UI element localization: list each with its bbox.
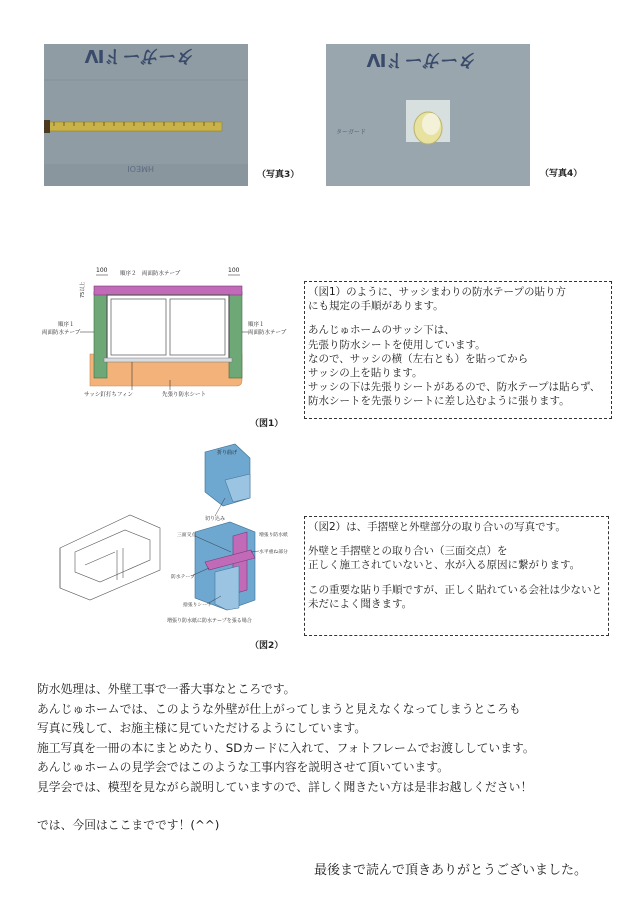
figure-1-dim-left: 100 (96, 267, 108, 274)
paragraph-line: あんじゅホームでは、このような外壁が仕上がってしまうと見えなくなってしまうところも (37, 701, 521, 716)
box-1-line: サッシの下は先張りシートがあるので、防水テープは貼らず、 (308, 381, 601, 394)
figure-1-label-sheet: 先張り防水シート (162, 392, 207, 398)
box-2-line: （図2）は、手摺壁と外壁部分の取り合いの写真です。 (308, 521, 566, 533)
photo-3-image (44, 44, 248, 186)
figure-2-label-horizontal: 水平重ね部分 (259, 550, 288, 555)
paragraph-line: では、今回はここまでです！(^^) (37, 818, 220, 832)
box-1-line: にも規定の手順があります。 (308, 300, 444, 313)
figure-2-diagram (55, 440, 305, 635)
paragraph-line: 写真に残して、お施主様に見ていただけるようにしています。 (37, 721, 367, 735)
explanation-box-2 (304, 516, 609, 636)
box-1-line: あんじゅホームのサッシ下は、 (308, 324, 455, 337)
figure-2-caption: （図2） (250, 641, 284, 651)
figure-2-label-cut: 切り込み (205, 516, 226, 522)
photo-4-image (326, 44, 530, 186)
figure-1-label-left-2: 両面防水テープ (42, 330, 81, 336)
main-paragraph (37, 680, 617, 836)
figure-1-dim-side: 75以上 (80, 281, 86, 298)
figure-2-label-sheet-end: 増張り防水紙 (259, 533, 288, 538)
figure-1-dim-right: 100 (228, 267, 240, 274)
figure-1-label-fin: サッシ釘打ちフィン (84, 392, 133, 398)
box-2-line: 外壁と手摺壁との取り合い（三面交点）を (308, 545, 508, 558)
figure-1-label-top: 順序２ 両面防水テープ (120, 271, 181, 277)
photo-4-caption: （写真4） (540, 169, 583, 179)
paragraph-line: 見学会では、模型を見ながら説明していますので、詳しく聞きたい方は是非お越しください！ (37, 779, 533, 794)
side-tape-right (229, 292, 242, 378)
figure-2-label-bottom: 増張り防水紙に防水テープを張る場合 (167, 618, 252, 624)
photo-3-brand-text: HMEOI (127, 164, 154, 173)
photo-3-tape-text: ターガードⅣ (84, 45, 194, 66)
box-1-line: サッシの上を貼ります。 (308, 367, 423, 380)
paragraph-line: 防水処理は、外壁工事で一番大事なところです。 (37, 682, 296, 696)
top-tape (94, 286, 242, 295)
photo-3 (44, 44, 248, 186)
tape-measure-icon (44, 122, 222, 131)
box-1-line: 先張り防水シートを使用しています。 (308, 338, 486, 351)
figure-2-label-fold: 折り曲げ (217, 450, 238, 456)
photo-4-tape-text: ターガードⅣ (366, 49, 476, 70)
figure-1-label-right-2: 両面防水テープ (248, 330, 287, 336)
figure-2-label-tape: 防水テープ (171, 575, 195, 580)
box-1-line: なので、サッシの横（左右とも）を貼ってから (308, 352, 529, 365)
photo-3-caption: （写真3） (257, 170, 300, 180)
figure-1-label-right-1: 順序１ (248, 322, 265, 328)
figure-1-label-left-1: 順序１ (58, 322, 75, 328)
balcony-sketch (60, 515, 160, 600)
box-1-line: 防水シートを先張りシートに差し込むように張ります。 (308, 395, 570, 408)
figure-1-diagram (40, 262, 300, 412)
explanation-box-1 (304, 281, 612, 419)
box-2-line: 未だによく聞きます。 (308, 597, 413, 610)
photo-4-small-text: ターガード (336, 129, 366, 136)
paragraph-line: 施工写真を一冊の本にまとめたり、SDカードに入れて、フォトフレームでお渡ししています。 (37, 740, 535, 755)
figure-2-label-triple: 三面交点 (177, 533, 197, 538)
side-tape-left (94, 292, 107, 378)
photo-4 (326, 44, 530, 186)
box-2-line: 正しく施工されていないと、水が入る原因に繋がります。 (308, 559, 581, 572)
closing-message: 最後まで読んで頂きありがとうございました。 (314, 863, 588, 878)
box-2-line: この重要な貼り手順ですが、正しく貼れている会社は少ないと (308, 583, 602, 596)
figure-1-caption: （図1） (250, 419, 284, 429)
figure-2-label-base-sheet: 捨張りシート (183, 603, 212, 608)
paragraph-line: あんじゅホームの見学会ではこのような工事内容を説明させて頂いています。 (37, 760, 449, 774)
box-1-line: （図1）のように、サッシまわりの防水テープの貼り方 (308, 286, 566, 298)
